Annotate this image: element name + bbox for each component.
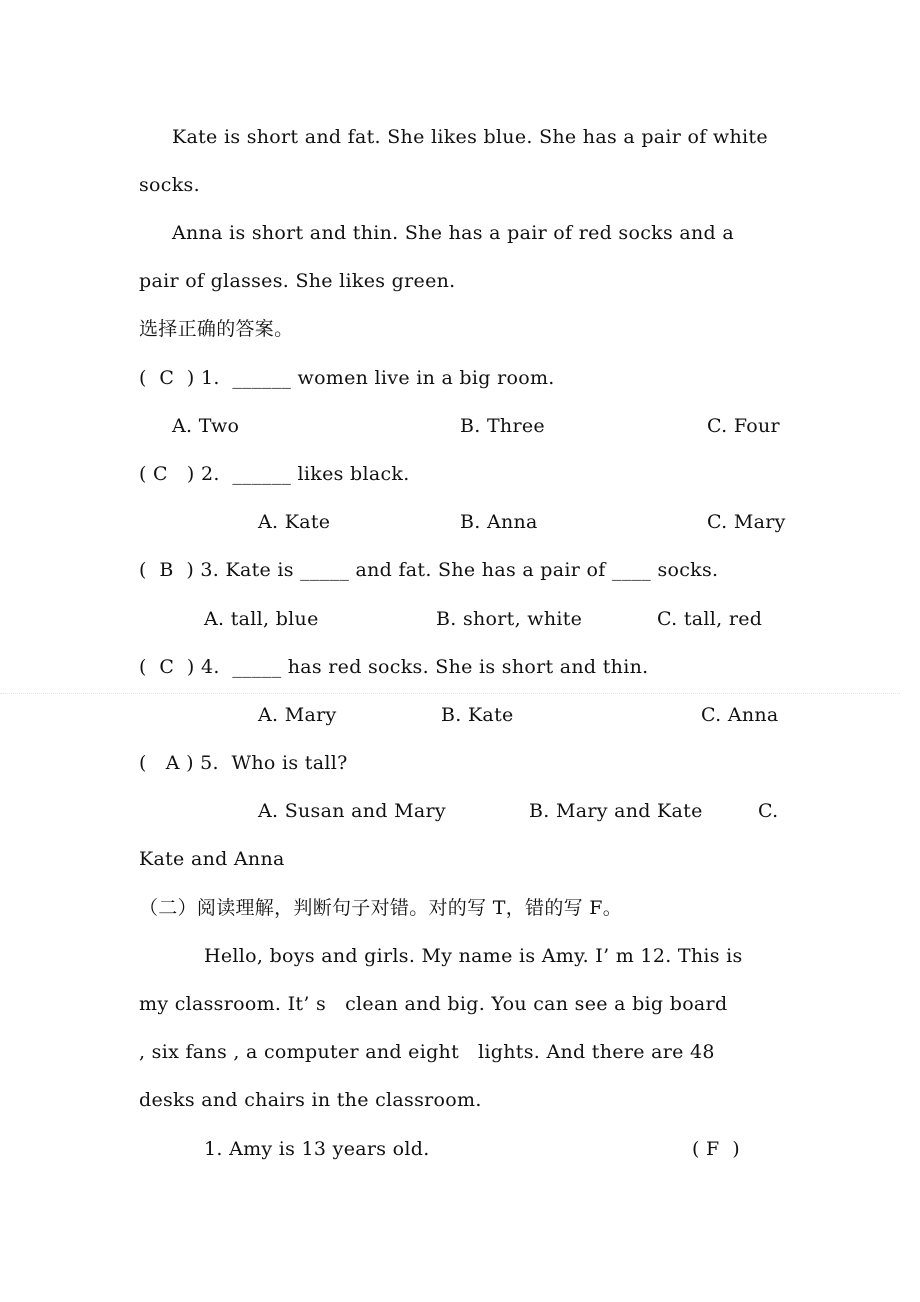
question-3-option-c: C. tall, red: [657, 608, 763, 630]
statement-1-text: 1. Amy is 13 years old.: [204, 1138, 430, 1160]
question-2-option-c: C. Mary: [707, 511, 786, 533]
question-5-option-a: A. Susan and Mary: [258, 800, 446, 822]
page-break-divider: [0, 693, 900, 694]
question-4-option-a: A. Mary: [258, 704, 337, 726]
question-5-option-c: C.: [758, 800, 779, 822]
question-5-stem: ( A ) 5. Who is tall?: [139, 752, 348, 774]
passage1-line-4: pair of glasses. She likes green.: [139, 270, 456, 292]
section1-instruction: 选择正确的答案。: [139, 318, 294, 340]
question-2-option-b: B. Anna: [460, 511, 538, 533]
passage1-line-1: Kate is short and fat. She likes blue. She has a pair of white: [172, 126, 768, 148]
statement-1-answer: ( F ): [692, 1138, 740, 1160]
question-1-stem: ( C ) 1. ______ women live in a big room.: [139, 367, 555, 389]
question-2-stem: ( C ) 2. ______ likes black.: [139, 463, 410, 485]
passage2-line-2: my classroom. It’ s clean and big. You can see a big board: [139, 993, 728, 1015]
question-4-option-b: B. Kate: [441, 704, 514, 726]
passage2-line-3: , six fans , a computer and eight lights. And there are 48: [139, 1041, 715, 1063]
section2-heading: （二）阅读理解，判断句子对错。对的写 T，错的写 F。: [139, 897, 623, 919]
question-4-option-c: C. Anna: [701, 704, 779, 726]
question-1-option-c: C. Four: [707, 415, 780, 437]
passage2-line-1: Hello, boys and girls. My name is Amy. I’ m 12. This is: [204, 945, 743, 967]
question-3-stem: ( B ) 3. Kate is _____ and fat. She has a pair of ____ socks.: [139, 559, 719, 581]
question-2-option-a: A. Kate: [258, 511, 331, 533]
passage1-line-2: socks.: [139, 174, 200, 196]
question-5-option-b: B. Mary and Kate: [529, 800, 703, 822]
passage2-line-4: desks and chairs in the classroom.: [139, 1089, 482, 1111]
question-4-stem: ( C ) 4. _____ has red socks. She is short and thin.: [139, 656, 649, 678]
passage1-line-3: Anna is short and thin. She has a pair of red socks and a: [172, 222, 734, 244]
question-1-option-a: A. Two: [172, 415, 240, 437]
question-3-option-b: B. short, white: [436, 608, 583, 630]
question-5-option-c-continuation: Kate and Anna: [139, 848, 285, 870]
question-1-option-b: B. Three: [460, 415, 545, 437]
question-3-option-a: A. tall, blue: [204, 608, 319, 630]
